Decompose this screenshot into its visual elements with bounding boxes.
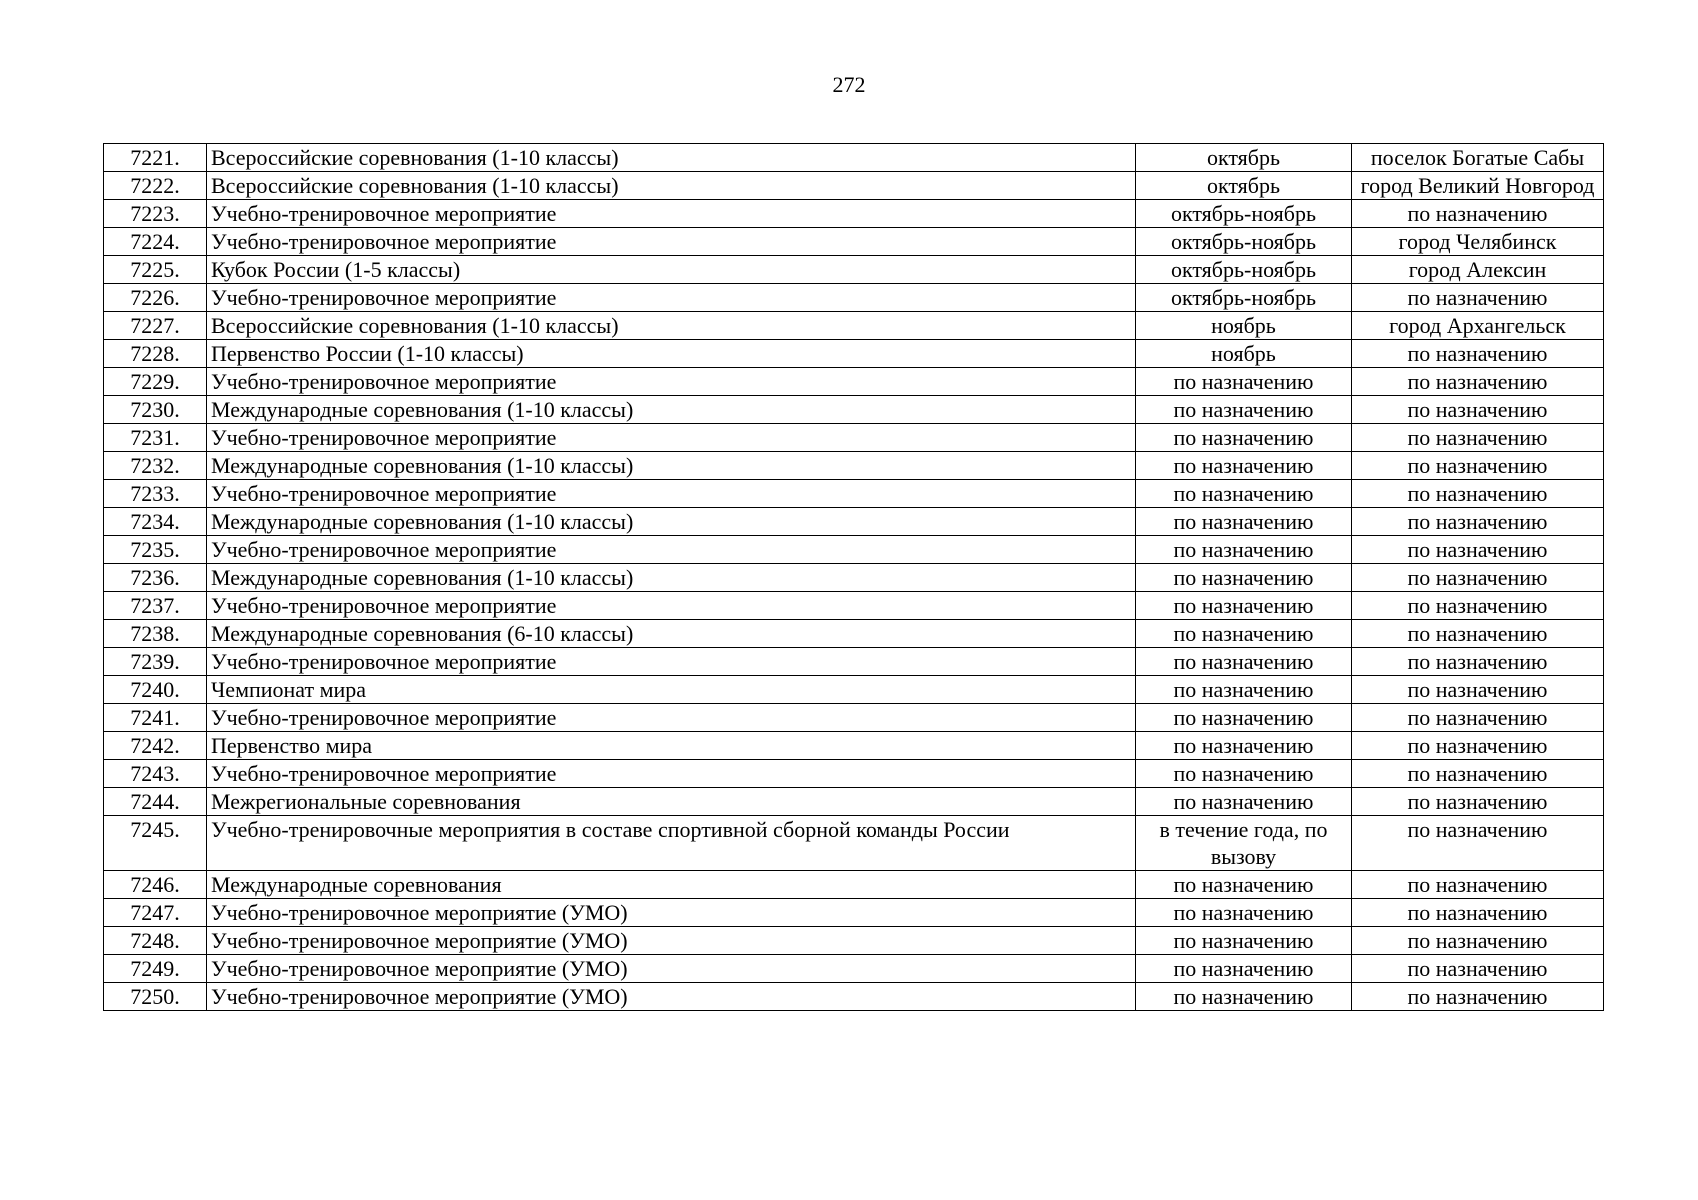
event-name: Учебно-тренировочное мероприятие (УМО) [207, 927, 1136, 955]
event-date: по назначению [1136, 788, 1352, 816]
table-row [104, 424, 1604, 452]
row-number: 7244. [104, 788, 207, 816]
event-place: город Алексин [1352, 256, 1604, 284]
event-place: по назначению [1352, 452, 1604, 480]
event-date: по назначению [1136, 899, 1352, 927]
table-row [104, 648, 1604, 676]
event-name: Международные соревнования (1-10 классы) [207, 508, 1136, 536]
event-name: Первенство мира [207, 732, 1136, 760]
event-name: Международные соревнования (1-10 классы) [207, 396, 1136, 424]
table-row [104, 676, 1604, 704]
row-number: 7236. [104, 564, 207, 592]
event-place: по назначению [1352, 760, 1604, 788]
event-name: Учебно-тренировочное мероприятие [207, 648, 1136, 676]
event-place: по назначению [1352, 927, 1604, 955]
event-date: по назначению [1136, 620, 1352, 648]
event-name: Межрегиональные соревнования [207, 788, 1136, 816]
row-number: 7232. [104, 452, 207, 480]
row-number: 7242. [104, 732, 207, 760]
event-place: город Архангельск [1352, 312, 1604, 340]
event-name: Учебно-тренировочное мероприятие [207, 368, 1136, 396]
event-date: по назначению [1136, 704, 1352, 732]
table-row [104, 871, 1604, 899]
row-number: 7227. [104, 312, 207, 340]
table-row [104, 704, 1604, 732]
table-row [104, 284, 1604, 312]
event-date: по назначению [1136, 927, 1352, 955]
event-name: Международные соревнования [207, 871, 1136, 899]
event-name: Всероссийские соревнования (1-10 классы) [207, 144, 1136, 172]
table-row [104, 788, 1604, 816]
events-table [103, 143, 1604, 1011]
event-place: по назначению [1352, 200, 1604, 228]
table-row [104, 564, 1604, 592]
event-date: по назначению [1136, 564, 1352, 592]
event-name: Учебно-тренировочное мероприятие [207, 704, 1136, 732]
event-place: по назначению [1352, 564, 1604, 592]
event-place: по назначению [1352, 871, 1604, 899]
row-number: 7229. [104, 368, 207, 396]
event-date: по назначению [1136, 452, 1352, 480]
event-place: по назначению [1352, 676, 1604, 704]
table-row [104, 312, 1604, 340]
event-name: Учебно-тренировочное мероприятие [207, 536, 1136, 564]
event-place: по назначению [1352, 732, 1604, 760]
row-number: 7246. [104, 871, 207, 899]
row-number: 7238. [104, 620, 207, 648]
event-place: по назначению [1352, 788, 1604, 816]
event-place: по назначению [1352, 620, 1604, 648]
event-name: Учебно-тренировочное мероприятие (УМО) [207, 899, 1136, 927]
event-date: октябрь-ноябрь [1136, 228, 1352, 256]
table-row [104, 983, 1604, 1011]
table-row [104, 452, 1604, 480]
event-place: по назначению [1352, 424, 1604, 452]
event-date: октябрь-ноябрь [1136, 200, 1352, 228]
row-number: 7231. [104, 424, 207, 452]
table-row [104, 396, 1604, 424]
table-row [104, 816, 1604, 871]
event-date: по назначению [1136, 648, 1352, 676]
row-number: 7248. [104, 927, 207, 955]
event-name: Учебно-тренировочное мероприятие [207, 284, 1136, 312]
event-name: Учебно-тренировочное мероприятие [207, 480, 1136, 508]
event-place: по назначению [1352, 284, 1604, 312]
event-name: Международные соревнования (1-10 классы) [207, 452, 1136, 480]
table-row [104, 508, 1604, 536]
table-row [104, 228, 1604, 256]
event-place: город Великий Новгород [1352, 172, 1604, 200]
event-date: по назначению [1136, 983, 1352, 1011]
row-number: 7233. [104, 480, 207, 508]
event-place: по назначению [1352, 340, 1604, 368]
table-row [104, 480, 1604, 508]
row-number: 7237. [104, 592, 207, 620]
event-date: ноябрь [1136, 340, 1352, 368]
event-name: Кубок России (1-5 классы) [207, 256, 1136, 284]
event-name: Учебно-тренировочное мероприятие [207, 592, 1136, 620]
event-place: по назначению [1352, 536, 1604, 564]
event-place: по назначению [1352, 480, 1604, 508]
table-row [104, 536, 1604, 564]
event-date: по назначению [1136, 480, 1352, 508]
event-date: октябрь-ноябрь [1136, 256, 1352, 284]
table-row [104, 256, 1604, 284]
event-name: Международные соревнования (1-10 классы) [207, 564, 1136, 592]
row-number: 7249. [104, 955, 207, 983]
table-row [104, 172, 1604, 200]
event-place: по назначению [1352, 704, 1604, 732]
event-date: по назначению [1136, 676, 1352, 704]
event-place: по назначению [1352, 899, 1604, 927]
row-number: 7226. [104, 284, 207, 312]
event-name: Учебно-тренировочное мероприятие (УМО) [207, 983, 1136, 1011]
events-table-body [104, 144, 1604, 1011]
event-date: октябрь [1136, 172, 1352, 200]
row-number: 7225. [104, 256, 207, 284]
table-row [104, 340, 1604, 368]
event-date: октябрь [1136, 144, 1352, 172]
row-number: 7224. [104, 228, 207, 256]
event-place: по назначению [1352, 816, 1604, 871]
event-place: по назначению [1352, 508, 1604, 536]
event-place: город Челябинск [1352, 228, 1604, 256]
row-number: 7230. [104, 396, 207, 424]
table-row [104, 200, 1604, 228]
event-name: Международные соревнования (6-10 классы) [207, 620, 1136, 648]
event-date: октябрь-ноябрь [1136, 284, 1352, 312]
table-row [104, 899, 1604, 927]
row-number: 7241. [104, 704, 207, 732]
table-row [104, 732, 1604, 760]
table-row [104, 927, 1604, 955]
row-number: 7235. [104, 536, 207, 564]
event-date: по назначению [1136, 871, 1352, 899]
event-place: поселок Богатые Сабы [1352, 144, 1604, 172]
event-name: Учебно-тренировочное мероприятие [207, 200, 1136, 228]
table-row [104, 592, 1604, 620]
event-name: Учебно-тренировочное мероприятие [207, 228, 1136, 256]
event-name: Учебно-тренировочное мероприятие [207, 760, 1136, 788]
table-row [104, 620, 1604, 648]
event-date: по назначению [1136, 760, 1352, 788]
row-number: 7223. [104, 200, 207, 228]
row-number: 7234. [104, 508, 207, 536]
event-place: по назначению [1352, 368, 1604, 396]
row-number: 7222. [104, 172, 207, 200]
event-name: Первенство России (1-10 классы) [207, 340, 1136, 368]
event-date: по назначению [1136, 368, 1352, 396]
event-name: Всероссийские соревнования (1-10 классы) [207, 172, 1136, 200]
event-date: по назначению [1136, 536, 1352, 564]
row-number: 7228. [104, 340, 207, 368]
event-name: Учебно-тренировочные мероприятия в составе спортивной сборной команды России [207, 816, 1136, 871]
event-date: по назначению [1136, 424, 1352, 452]
event-date: по назначению [1136, 508, 1352, 536]
table-row [104, 144, 1604, 172]
table-row [104, 955, 1604, 983]
event-name: Чемпионат мира [207, 676, 1136, 704]
table-row [104, 760, 1604, 788]
row-number: 7245. [104, 816, 207, 871]
event-date: по назначению [1136, 732, 1352, 760]
event-date: по назначению [1136, 592, 1352, 620]
event-place: по назначению [1352, 648, 1604, 676]
row-number: 7240. [104, 676, 207, 704]
page-number: 272 [832, 72, 866, 97]
row-number: 7247. [104, 899, 207, 927]
event-place: по назначению [1352, 983, 1604, 1011]
event-place: по назначению [1352, 396, 1604, 424]
event-name: Учебно-тренировочное мероприятие [207, 424, 1136, 452]
table-row [104, 368, 1604, 396]
event-name: Учебно-тренировочное мероприятие (УМО) [207, 955, 1136, 983]
event-date: ноябрь [1136, 312, 1352, 340]
row-number: 7250. [104, 983, 207, 1011]
row-number: 7239. [104, 648, 207, 676]
event-name: Всероссийские соревнования (1-10 классы) [207, 312, 1136, 340]
row-number: 7243. [104, 760, 207, 788]
event-place: по назначению [1352, 592, 1604, 620]
row-number: 7221. [104, 144, 207, 172]
event-date: по назначению [1136, 396, 1352, 424]
event-date: по назначению [1136, 955, 1352, 983]
event-place: по назначению [1352, 955, 1604, 983]
event-date: в течение года, по вызову [1136, 816, 1352, 871]
